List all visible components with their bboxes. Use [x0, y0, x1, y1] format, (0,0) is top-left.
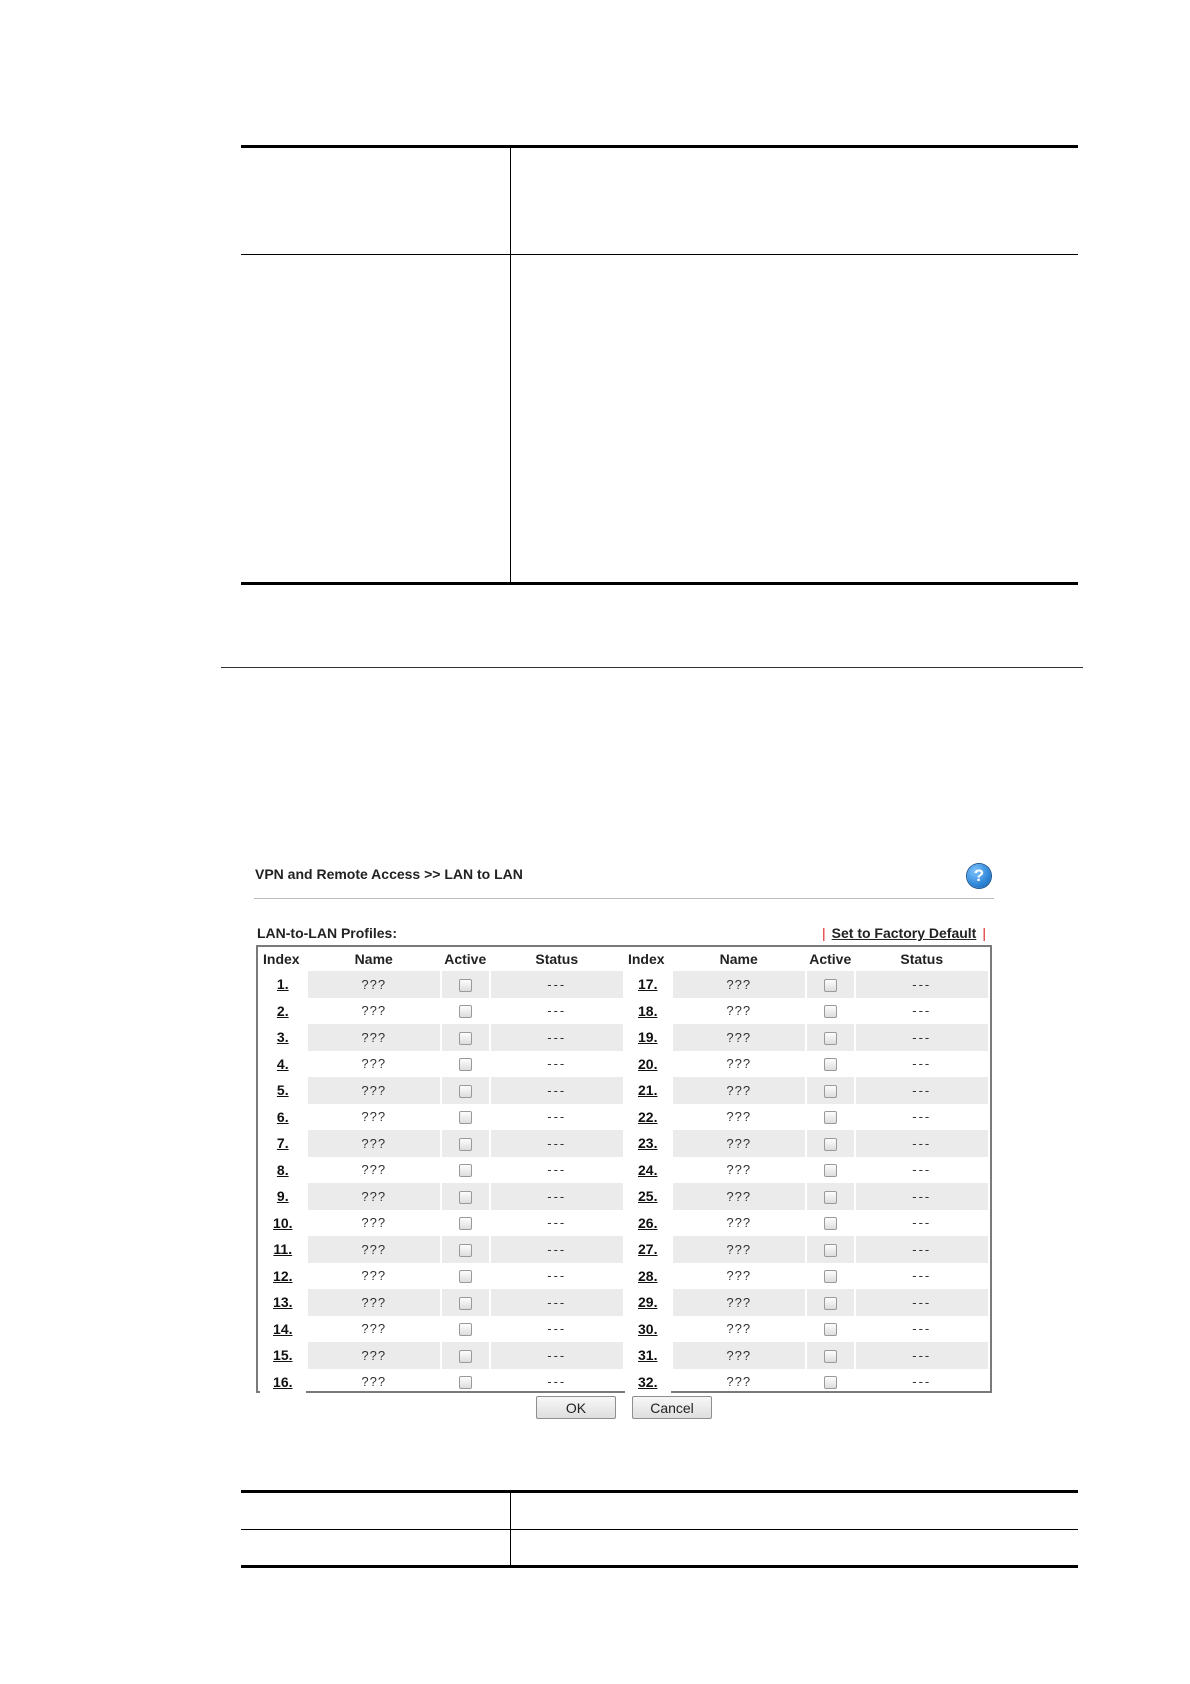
index-cell: [625, 1157, 671, 1184]
active-cell: [442, 1157, 489, 1184]
active-checkbox[interactable]: [824, 1217, 837, 1230]
active-checkbox[interactable]: [459, 1164, 472, 1177]
active-checkbox[interactable]: [459, 1191, 472, 1204]
profile-name: ???: [308, 1024, 440, 1051]
active-checkbox[interactable]: [459, 1376, 472, 1389]
profile-index-link[interactable]: 27.: [638, 1241, 658, 1258]
index-cell: [625, 1130, 671, 1157]
profile-status: ---: [491, 1236, 623, 1263]
doc-cell: [241, 1530, 511, 1567]
active-cell: [807, 1236, 854, 1263]
table-row: [260, 1077, 988, 1104]
active-cell: [442, 1342, 489, 1369]
table-row: [260, 1263, 988, 1290]
profile-index-link[interactable]: 15.: [273, 1347, 293, 1364]
profiles-label: LAN-to-LAN Profiles:: [257, 925, 397, 941]
active-cell: [807, 1183, 854, 1210]
profile-status: ---: [491, 1130, 623, 1157]
active-checkbox[interactable]: [824, 1270, 837, 1283]
active-checkbox[interactable]: [459, 1085, 472, 1098]
profile-status: ---: [491, 971, 623, 998]
profile-index-link[interactable]: 1.: [276, 976, 289, 993]
index-cell: [625, 1051, 671, 1078]
profile-name: ???: [726, 1268, 752, 1284]
profile-name: ???: [361, 1162, 387, 1178]
profile-status: ---: [856, 1130, 988, 1157]
active-checkbox[interactable]: [824, 1376, 837, 1389]
profile-status: ---: [547, 1056, 567, 1072]
profile-index-link[interactable]: 29.: [638, 1294, 658, 1311]
doc-cell: [241, 1492, 511, 1530]
active-checkbox[interactable]: [824, 1085, 837, 1098]
profile-status: ---: [856, 1024, 988, 1051]
index-cell: [260, 1236, 306, 1263]
active-cell: [807, 1210, 854, 1237]
factory-default-area: [816, 925, 992, 941]
index-cell: [260, 1210, 306, 1237]
index-cell: [260, 998, 306, 1025]
profile-name: ???: [673, 971, 805, 998]
profile-index-link[interactable]: 32.: [638, 1373, 658, 1390]
active-cell: [442, 1051, 489, 1078]
profile-status: ---: [856, 1183, 988, 1210]
profile-name: ???: [361, 1056, 387, 1072]
index-cell: [625, 1263, 671, 1290]
profile-index-link[interactable]: 16.: [273, 1373, 293, 1390]
profile-name: ???: [673, 1342, 805, 1369]
active-cell: [442, 1289, 489, 1316]
profile-index-link[interactable]: 20.: [638, 1055, 658, 1072]
profile-index-link[interactable]: 11.: [273, 1241, 293, 1258]
index-cell: [625, 1316, 671, 1343]
doc-cell: [511, 255, 1079, 584]
active-checkbox[interactable]: [824, 1244, 837, 1257]
active-checkbox[interactable]: [459, 1270, 472, 1283]
column-header: Index: [263, 951, 300, 967]
active-cell: [442, 1236, 489, 1263]
active-cell: [442, 1077, 489, 1104]
table-row: [260, 1024, 988, 1051]
title-divider: [254, 898, 994, 899]
profile-index-link[interactable]: 26.: [638, 1214, 658, 1231]
index-cell: [625, 1369, 671, 1396]
active-checkbox[interactable]: [459, 1005, 472, 1018]
index-cell: [260, 1130, 306, 1157]
profile-status: ---: [547, 1268, 567, 1284]
profile-name: ???: [673, 1289, 805, 1316]
active-cell: [807, 1289, 854, 1316]
table-row: [260, 971, 988, 998]
active-cell: [807, 1051, 854, 1078]
profile-name: ???: [361, 1109, 387, 1125]
profile-index-link[interactable]: 4.: [276, 1055, 289, 1072]
profile-index-link[interactable]: 3.: [276, 1029, 289, 1046]
help-icon[interactable]: ?: [967, 864, 991, 888]
profile-index-link[interactable]: 9.: [276, 1188, 289, 1205]
active-cell: [807, 1130, 854, 1157]
doc-table-top: [241, 145, 1078, 585]
active-checkbox[interactable]: [824, 1350, 837, 1363]
doc-cell: [241, 255, 511, 584]
active-checkbox[interactable]: [824, 979, 837, 992]
active-checkbox[interactable]: [824, 1111, 837, 1124]
profile-index-link[interactable]: 14.: [273, 1320, 293, 1337]
profile-name: ???: [726, 1109, 752, 1125]
index-cell: [260, 1183, 306, 1210]
profile-name: ???: [308, 1183, 440, 1210]
active-cell: [807, 1104, 854, 1131]
profile-status: ---: [547, 1321, 567, 1337]
active-checkbox[interactable]: [459, 1244, 472, 1257]
active-checkbox[interactable]: [459, 1111, 472, 1124]
profile-index-link[interactable]: 8.: [276, 1161, 289, 1178]
index-cell: [260, 1369, 306, 1396]
active-cell: [442, 1183, 489, 1210]
active-checkbox[interactable]: [459, 979, 472, 992]
active-checkbox[interactable]: [459, 1323, 472, 1336]
index-cell: [260, 1157, 306, 1184]
index-cell: [625, 1183, 671, 1210]
active-cell: [807, 1342, 854, 1369]
profile-name: ???: [308, 1236, 440, 1263]
index-cell: [625, 998, 671, 1025]
profile-status: ---: [547, 1003, 567, 1019]
profile-index-link[interactable]: 25.: [638, 1188, 658, 1205]
doc-cell: [511, 147, 1079, 255]
active-checkbox[interactable]: [824, 1191, 837, 1204]
active-cell: [442, 998, 489, 1025]
column-header: Name: [354, 951, 393, 967]
page-title: VPN and Remote Access >> LAN to LAN: [255, 866, 523, 882]
active-checkbox[interactable]: [459, 1297, 472, 1310]
index-cell: [260, 1263, 306, 1290]
index-cell: [260, 1342, 306, 1369]
profile-index-link[interactable]: 30.: [638, 1320, 658, 1337]
profile-status: ---: [491, 1342, 623, 1369]
active-checkbox[interactable]: [459, 1138, 472, 1151]
table-row: [260, 1342, 988, 1369]
profile-name: ???: [361, 1268, 387, 1284]
profile-name: ???: [726, 1162, 752, 1178]
column-header: Active: [809, 951, 852, 967]
active-cell: [442, 1369, 489, 1396]
profile-index-link[interactable]: 13.: [273, 1294, 293, 1311]
profile-status: ---: [912, 1003, 932, 1019]
profile-status: ---: [491, 1289, 623, 1316]
profile-status: ---: [491, 1077, 623, 1104]
section-divider: [221, 667, 1083, 668]
profile-index-link[interactable]: 12.: [273, 1267, 293, 1284]
profile-index-link[interactable]: 23.: [638, 1135, 658, 1152]
profile-index-link[interactable]: 31.: [638, 1347, 658, 1364]
table-row: [260, 1369, 988, 1396]
profile-name: ???: [308, 1342, 440, 1369]
index-cell: [625, 971, 671, 998]
column-header: Index: [627, 951, 665, 967]
profile-name: ???: [726, 1321, 752, 1337]
profile-name: ???: [726, 1056, 752, 1072]
profile-index-link[interactable]: 19.: [638, 1029, 658, 1046]
cancel-button[interactable]: Cancel: [632, 1396, 712, 1419]
profile-name: ???: [308, 971, 440, 998]
profile-name: ???: [673, 1077, 805, 1104]
profile-name: ???: [726, 1374, 752, 1390]
profile-status: ---: [912, 1268, 932, 1284]
profile-status: ---: [912, 1374, 932, 1390]
profile-name: ???: [726, 1003, 752, 1019]
index-cell: [260, 1104, 306, 1131]
active-cell: [442, 1210, 489, 1237]
active-cell: [807, 971, 854, 998]
active-cell: [442, 1263, 489, 1290]
profile-status: ---: [547, 1162, 567, 1178]
index-cell: [625, 1024, 671, 1051]
index-cell: [260, 971, 306, 998]
table-header: [260, 947, 988, 971]
set-factory-default-link[interactable]: Set to Factory Default: [831, 925, 977, 941]
profile-name: ???: [673, 1183, 805, 1210]
profile-index-link[interactable]: 17.: [638, 976, 658, 993]
active-checkbox[interactable]: [824, 1005, 837, 1018]
index-cell: [625, 1236, 671, 1263]
table-row: [260, 1210, 988, 1237]
active-cell: [807, 1369, 854, 1396]
index-cell: [625, 1342, 671, 1369]
active-cell: [807, 1263, 854, 1290]
profile-name: ???: [361, 1321, 387, 1337]
active-cell: [442, 1130, 489, 1157]
table-row: [260, 1157, 988, 1184]
table-row: [260, 998, 988, 1025]
active-checkbox[interactable]: [824, 1297, 837, 1310]
profile-status: ---: [912, 1056, 932, 1072]
profiles-table: [258, 947, 990, 1395]
column-header: Status: [900, 951, 944, 967]
profile-name: ???: [726, 1215, 752, 1231]
active-checkbox[interactable]: [824, 1032, 837, 1045]
active-cell: [442, 971, 489, 998]
profile-index-link[interactable]: 28.: [638, 1267, 658, 1284]
profile-index-link[interactable]: 2.: [276, 1002, 289, 1019]
profile-name: ???: [673, 1236, 805, 1263]
active-cell: [807, 998, 854, 1025]
table-row: [260, 1183, 988, 1210]
profile-name: ???: [361, 1215, 387, 1231]
index-cell: [260, 1289, 306, 1316]
active-cell: [442, 1024, 489, 1051]
index-cell: [625, 1104, 671, 1131]
active-cell: [807, 1157, 854, 1184]
table-row: [260, 1130, 988, 1157]
active-checkbox[interactable]: [824, 1138, 837, 1151]
profile-status: ---: [912, 1321, 932, 1337]
profile-index-link[interactable]: 7.: [276, 1135, 289, 1152]
profile-index-link[interactable]: 18.: [638, 1002, 658, 1019]
active-checkbox[interactable]: [459, 1350, 472, 1363]
separator: |: [982, 925, 986, 941]
index-cell: [625, 1210, 671, 1237]
profile-status: ---: [547, 1215, 567, 1231]
column-header: Active: [444, 951, 487, 967]
profile-name: ???: [308, 1130, 440, 1157]
column-header: Name: [719, 951, 758, 967]
doc-table-bottom: [241, 1490, 1078, 1568]
table-row: [260, 1051, 988, 1078]
profile-status: ---: [856, 971, 988, 998]
active-cell: [807, 1024, 854, 1051]
doc-cell: [511, 1492, 1079, 1530]
active-checkbox[interactable]: [459, 1058, 472, 1071]
index-cell: [260, 1077, 306, 1104]
profile-index-link[interactable]: 10.: [273, 1214, 293, 1231]
profile-name: ???: [361, 1374, 387, 1390]
profile-status: ---: [912, 1109, 932, 1125]
table-row: [260, 1316, 988, 1343]
active-cell: [807, 1077, 854, 1104]
profile-index-link[interactable]: 6.: [276, 1108, 289, 1125]
profile-name: ???: [308, 1077, 440, 1104]
table-row: [260, 1104, 988, 1131]
profile-status: ---: [547, 1374, 567, 1390]
separator: |: [822, 925, 826, 941]
active-checkbox[interactable]: [459, 1032, 472, 1045]
profile-status: ---: [912, 1215, 932, 1231]
table-row: [260, 1236, 988, 1263]
active-checkbox[interactable]: [824, 1164, 837, 1177]
active-cell: [442, 1316, 489, 1343]
index-cell: [260, 1024, 306, 1051]
profile-name: ???: [308, 1289, 440, 1316]
doc-cell: [511, 1530, 1079, 1567]
profile-name: ???: [361, 1003, 387, 1019]
profile-status: ---: [856, 1077, 988, 1104]
profile-index-link[interactable]: 5.: [276, 1082, 289, 1099]
profile-name: ???: [673, 1130, 805, 1157]
active-cell: [807, 1316, 854, 1343]
profile-status: ---: [856, 1236, 988, 1263]
index-cell: [260, 1051, 306, 1078]
profile-status: ---: [856, 1289, 988, 1316]
index-cell: [260, 1316, 306, 1343]
profile-status: ---: [547, 1109, 567, 1125]
active-checkbox[interactable]: [824, 1323, 837, 1336]
active-checkbox[interactable]: [824, 1058, 837, 1071]
index-cell: [625, 1289, 671, 1316]
table-row: [260, 1289, 988, 1316]
ok-button[interactable]: OK: [536, 1396, 616, 1419]
active-cell: [442, 1104, 489, 1131]
column-header: Status: [535, 951, 579, 967]
profile-status: ---: [491, 1024, 623, 1051]
profile-index-link[interactable]: 22.: [638, 1108, 658, 1125]
profile-name: ???: [673, 1024, 805, 1051]
active-checkbox[interactable]: [459, 1217, 472, 1230]
profile-index-link[interactable]: 21.: [638, 1082, 658, 1099]
profiles-table-box: [256, 945, 992, 1393]
doc-cell: [241, 147, 511, 255]
profile-status: ---: [856, 1342, 988, 1369]
profile-status: ---: [491, 1183, 623, 1210]
profile-status: ---: [912, 1162, 932, 1178]
profile-index-link[interactable]: 24.: [638, 1161, 658, 1178]
index-cell: [625, 1077, 671, 1104]
